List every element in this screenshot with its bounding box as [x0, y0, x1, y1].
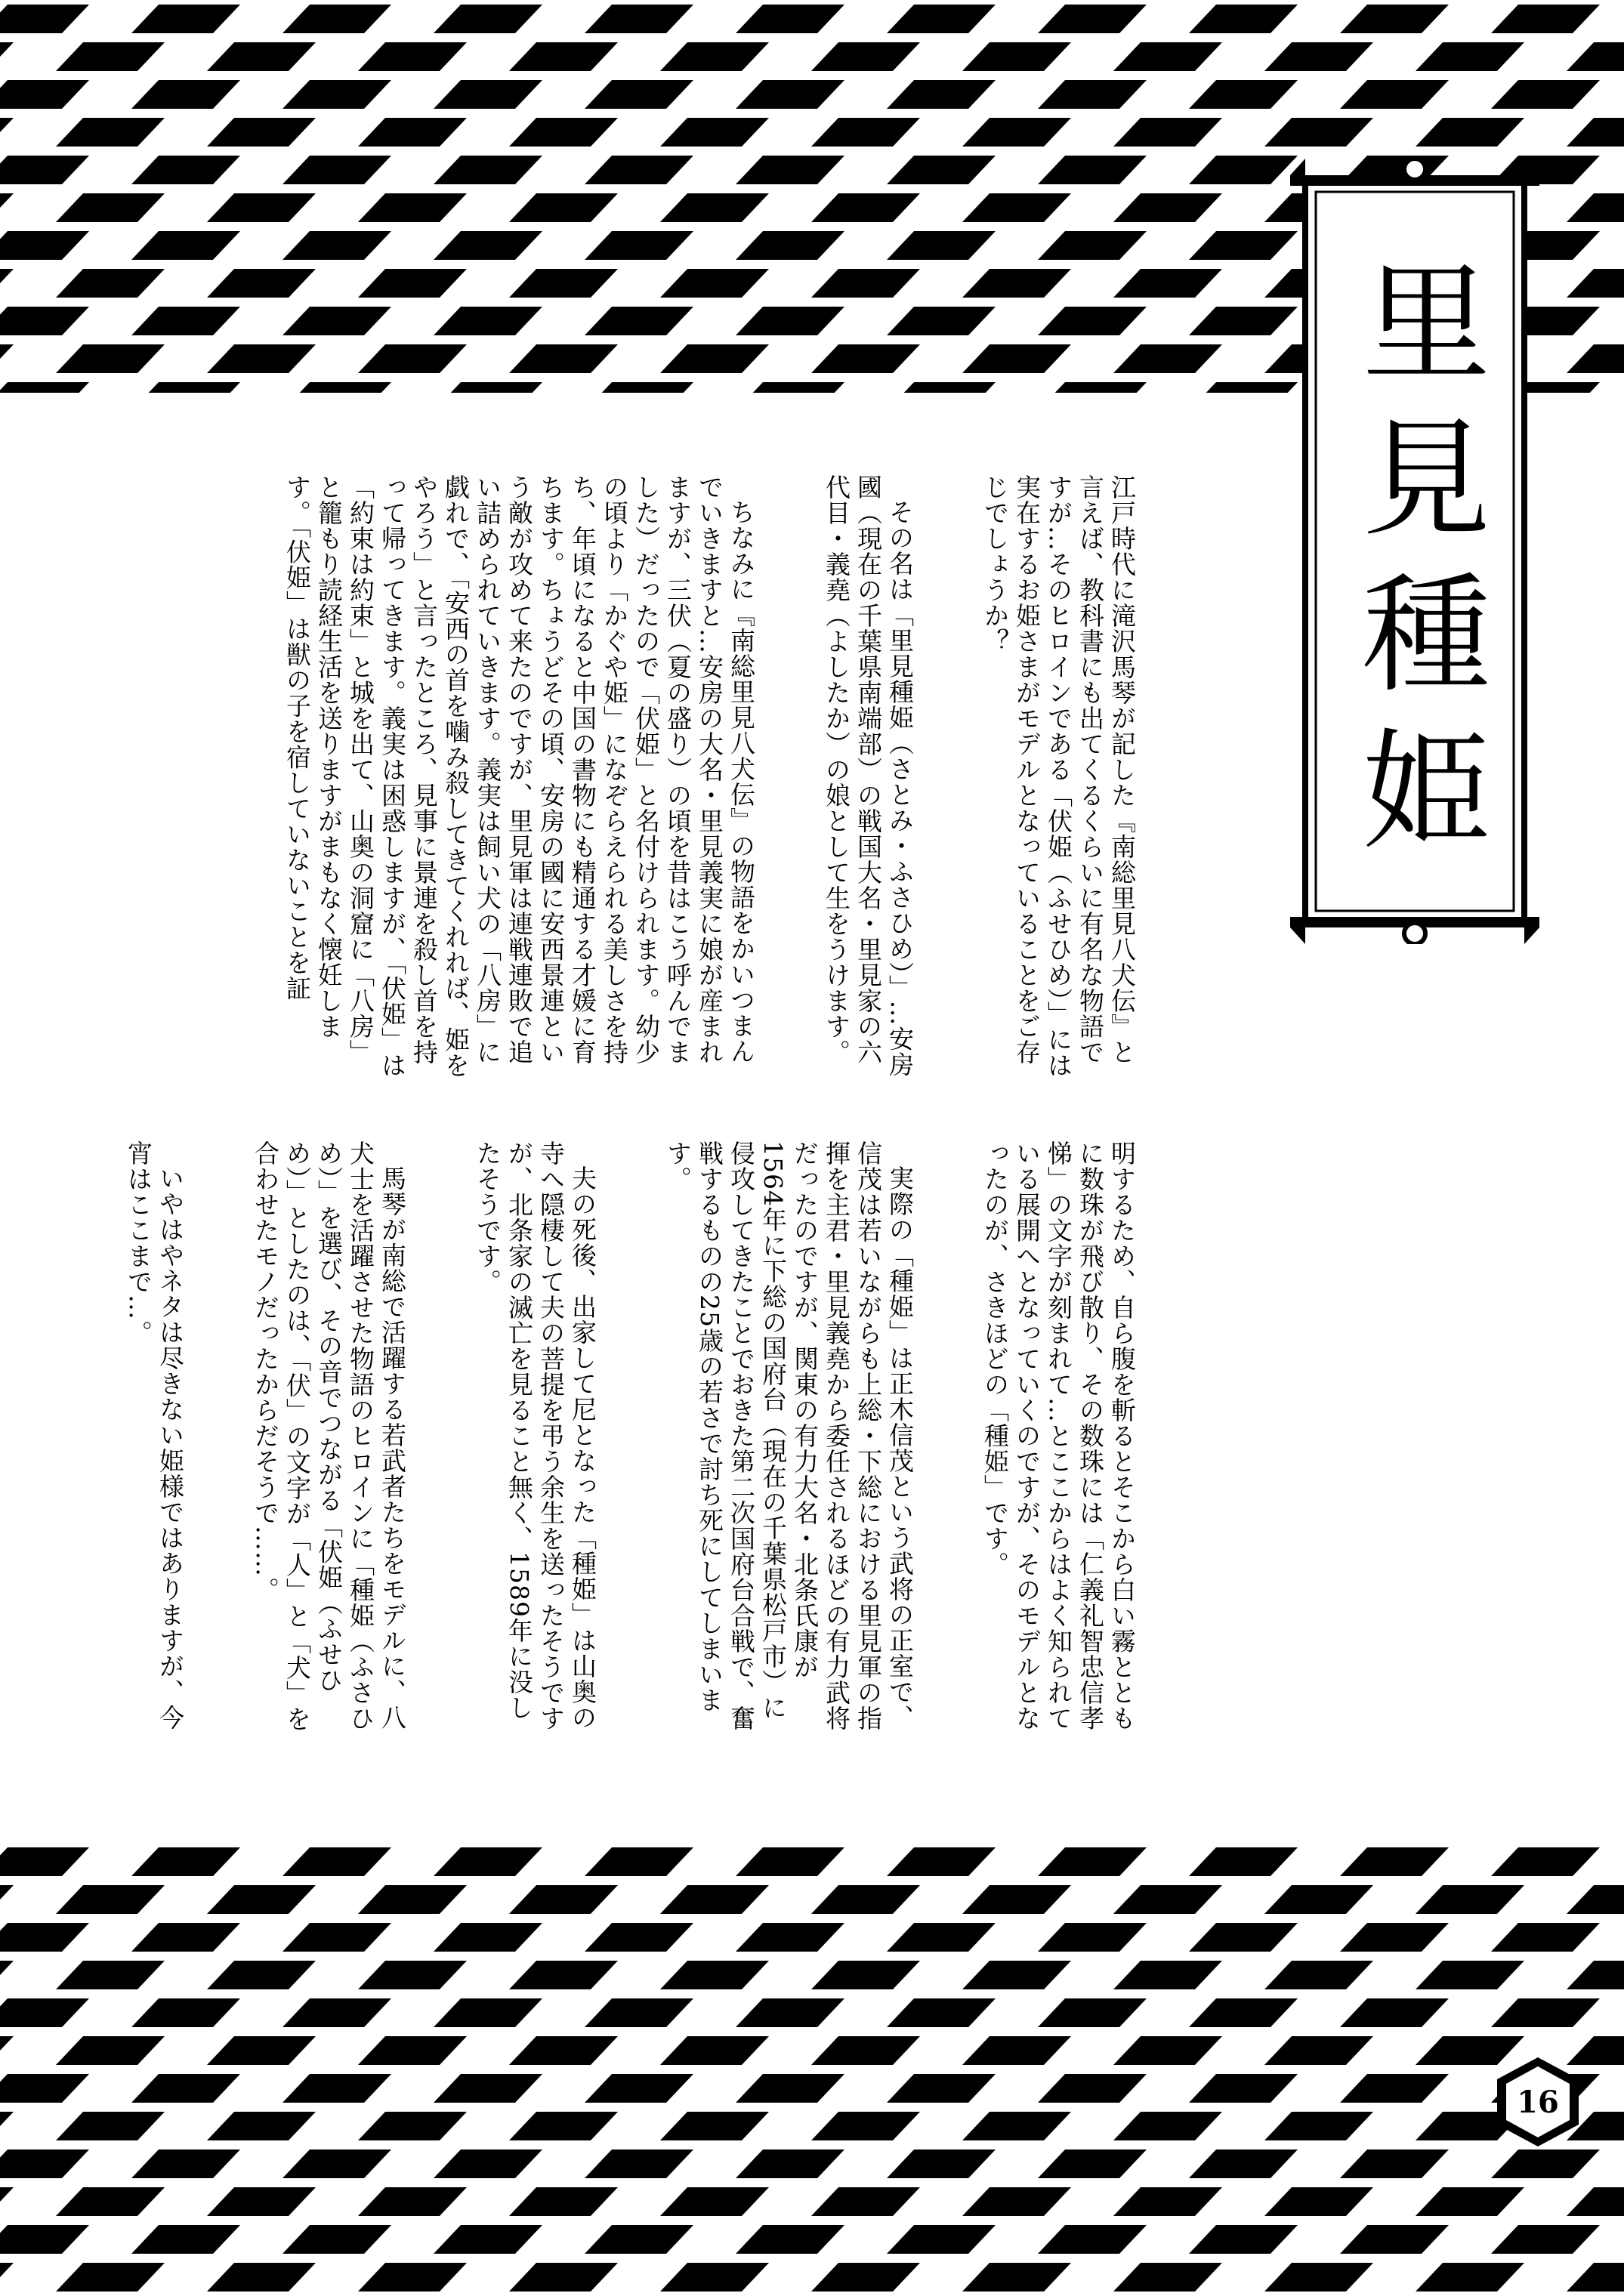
paragraph: 明するため、自ら腹を斬るとそこから白い霧とともに数珠が飛び散り、その数珠には「仁義礼智忠信孝悌」の文字が刻まれて…とここからはよく知られている展開へとなっていくのですが、そのモデルとなったのが、さきほどの「種姫」です。: [980, 1140, 1137, 1731]
paragraph: 実際の「種姫」は正木信茂という武将の正室で、信茂は若いながらも上総・下総における里見軍の指揮を主君・里見義堯から委任されるほどの有力武将だったのですが、関東の有力大名・北条氏康が1564年に下総の国府台（現在の千葉県松戸市）に侵攻してきたことでおきた第二次国府台合戦で、奮戦するものの25歳の若さで討ち死にしてしまいます。: [663, 1140, 915, 1731]
paragraph: ちなみに『南総里見八犬伝』の物語をかいつまんでいきますと…安房の大名・里見義実に娘が産まれますが、三伏（夏の盛り）の頃を昔はこう呼んでました）だったので「伏姫」と名付けられます。幼少の頃より「かぐや姫」になぞらえられる美しさを持ち、年頃になると中国の書物にも精通する才媛に育ちます。ちょうどその頃、安房の國に安西景連という敵が攻めて来たのですが、里見軍は連戦連敗で追い詰められていきます。義実は飼い犬の「八房」に戯れで、「安西の首を噛み殺してきてくれれば、姫をやろう」と言ったところ、見事に景連を殺し首を持って帰ってきます。義実は困惑しますが、「伏姫」は「約束は約束」と城を出て、山奥の洞窟に「八房」と籠もり読経生活を送りますがまもなく懐妊します。「伏姫」は獣の子を宿していないことを証: [283, 474, 756, 1079]
bottom-lattice-pattern: [0, 1843, 1624, 2293]
body-text-upper: [196, 474, 1201, 1079]
body-text-lower: [124, 1140, 1201, 1745]
paragraph: いやはやネタは尽きない姫様ではありますが、今宵はここまで…。: [124, 1140, 185, 1730]
page-title: 里見種姫: [1340, 255, 1490, 878]
title-frame: [1290, 159, 1539, 944]
paragraph: 江戸時代に滝沢馬琴が記した『南総里見八犬伝』と言えば、教科書にも出てくるくらいに有名な物語ですが…そのヒロインである「伏姫（ふせひめ）」には実在するお姫さまがモデルとなっていることをご存じでしょうか？: [980, 474, 1137, 1079]
lattice-pattern-bottom-svg: [0, 1843, 1624, 2293]
paragraph: その名は「里見種姫（さとみ・ふさひめ）」…安房國（現在の千葉県南端部）の戦国大名・里見家の六代目・義堯（よしたか）の娘として生をうけます。: [822, 474, 915, 1078]
page-number-badge: [1494, 2054, 1582, 2149]
paragraph: 馬琴が南総で活躍する若武者たちをモデルに、八犬士を活躍させた物語のヒロインに「種姫（ふさひめ）」を選び、その音でつながる「伏姫（ふせひめ）」としたのは、「伏」の文字が「人」と「犬」を合わせたモノだったからだそうで……。: [251, 1140, 407, 1732]
page-number: 16: [1517, 2084, 1559, 2120]
paragraph: 夫の死後、出家して尼となった「種姫」は山奥の寺へ隠棲して夫の菩提を弔う余生を送ったそうですが、北条家の滅亡を見ること無く、1589年に没したそうです。: [473, 1140, 597, 1731]
